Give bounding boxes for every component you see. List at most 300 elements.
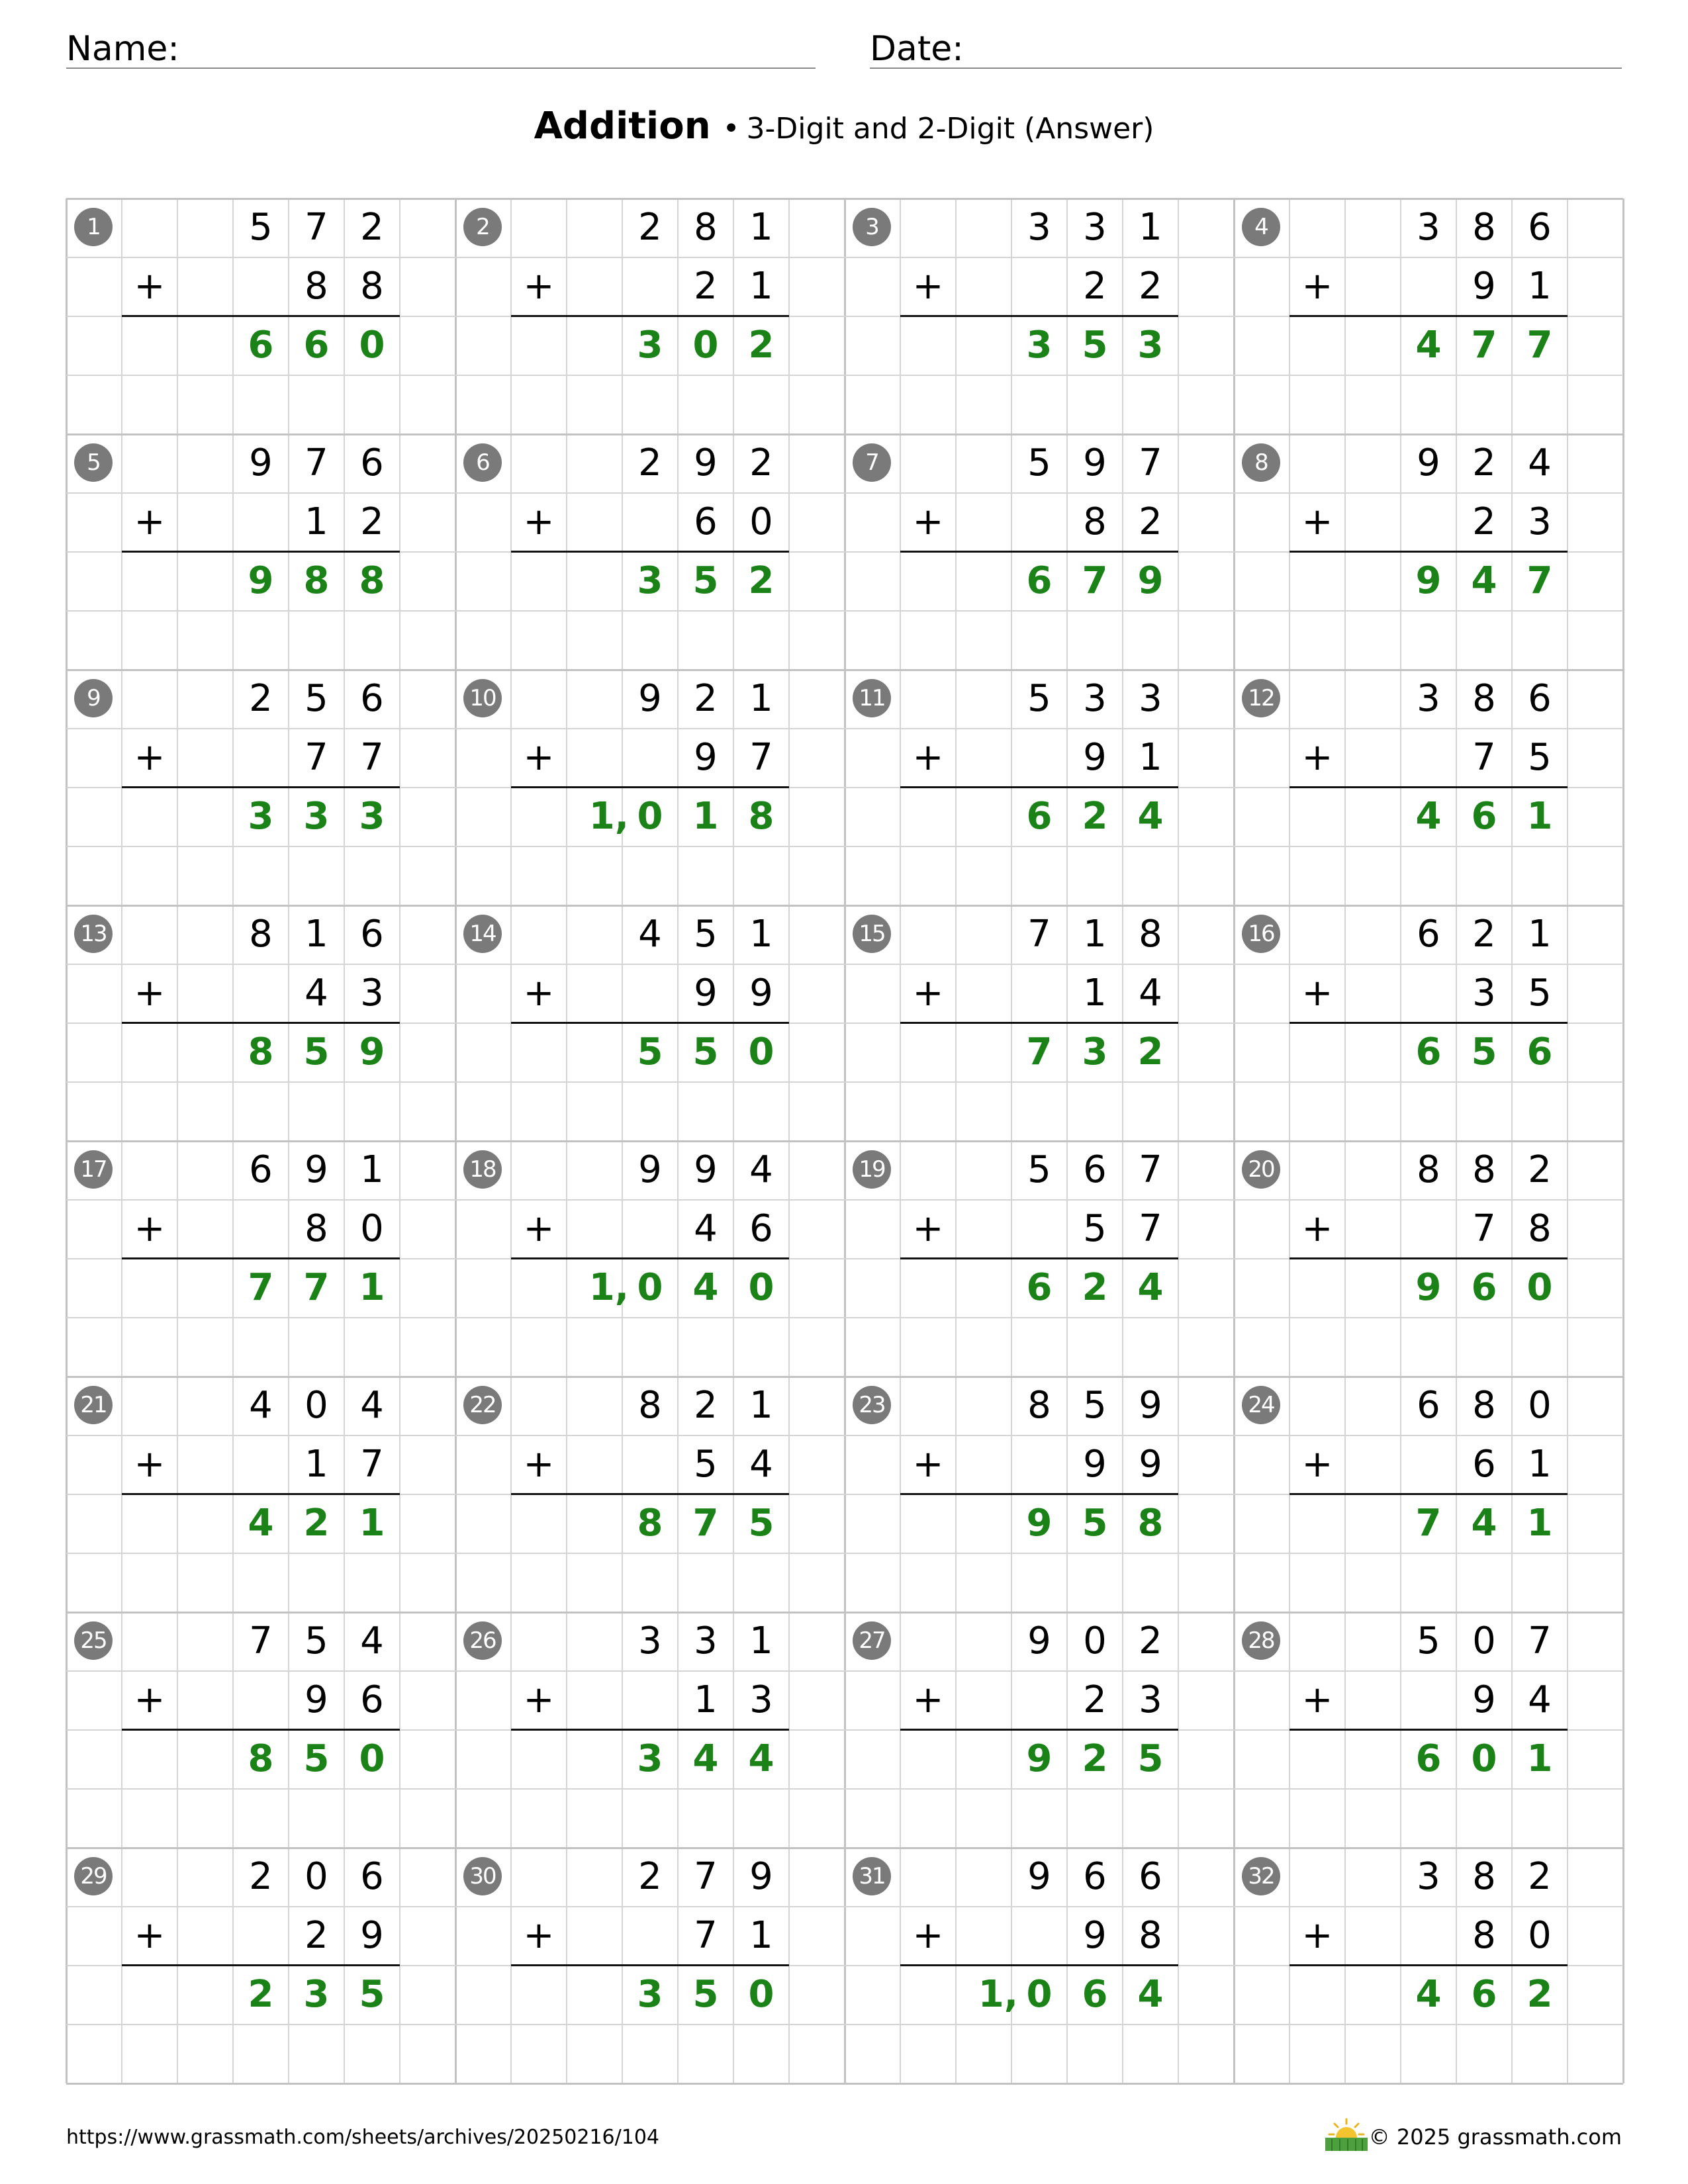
plus-sign: + bbox=[912, 736, 944, 779]
addend-digit: 3 bbox=[1528, 500, 1552, 543]
addend-digit: 9 bbox=[638, 677, 662, 720]
addend-digit: 5 bbox=[305, 1619, 328, 1662]
addend-digit: 8 bbox=[1083, 500, 1107, 543]
answer-digit[interactable]: 5 bbox=[692, 559, 719, 602]
addend-digit: 2 bbox=[694, 265, 718, 308]
plus-sign: + bbox=[912, 972, 944, 1015]
problem-number-badge: 14 bbox=[463, 915, 502, 953]
answer-digit[interactable]: 0 bbox=[359, 1737, 385, 1780]
addend-digit: 1 bbox=[749, 265, 773, 308]
plus-sign: + bbox=[523, 500, 555, 543]
addend-digit: 3 bbox=[360, 972, 384, 1015]
addend-digit: 6 bbox=[360, 1678, 384, 1721]
grid-line-horizontal bbox=[66, 1906, 1623, 1907]
answer-digit[interactable]: 2 bbox=[1082, 1737, 1108, 1780]
answer-digit[interactable]: 4 bbox=[1471, 1502, 1497, 1545]
sum-line bbox=[511, 1022, 789, 1024]
grid-line-horizontal bbox=[66, 1670, 1623, 1672]
answer-digit[interactable]: 1, bbox=[588, 1266, 629, 1309]
grid-line-horizontal bbox=[66, 610, 1623, 612]
addend-digit: 9 bbox=[694, 441, 718, 484]
sum-line bbox=[900, 1964, 1178, 1966]
plus-sign: + bbox=[912, 1207, 944, 1250]
answer-digit[interactable]: 3 bbox=[303, 1973, 330, 2016]
answer-digit[interactable]: 4 bbox=[1137, 1973, 1164, 2016]
answer-digit[interactable]: 3 bbox=[1082, 1030, 1108, 1073]
addend-digit: 2 bbox=[1472, 500, 1496, 543]
answer-digit[interactable]: 7 bbox=[1082, 559, 1108, 602]
addend-digit: 3 bbox=[1417, 206, 1440, 249]
addend-digit: 9 bbox=[1083, 736, 1107, 779]
grid-line-horizontal bbox=[66, 375, 1623, 376]
problem-number-badge: 11 bbox=[853, 679, 891, 717]
sum-line bbox=[122, 315, 400, 317]
answer-digit[interactable]: 5 bbox=[692, 1973, 719, 2016]
addend-digit: 5 bbox=[1528, 972, 1552, 1015]
answer-digit[interactable]: 1 bbox=[359, 1502, 385, 1545]
plus-sign: + bbox=[912, 500, 944, 543]
addend-digit: 1 bbox=[749, 1619, 773, 1662]
answer-digit[interactable]: 4 bbox=[1137, 1266, 1164, 1309]
addend-digit: 0 bbox=[1528, 1384, 1552, 1427]
answer-digit[interactable]: 5 bbox=[748, 1502, 774, 1545]
answer-digit[interactable]: 6 bbox=[1026, 559, 1053, 602]
addend-digit: 8 bbox=[360, 265, 384, 308]
answer-digit[interactable]: 5 bbox=[1082, 324, 1108, 367]
addend-digit: 1 bbox=[749, 913, 773, 956]
addend-digit: 3 bbox=[1083, 206, 1107, 249]
addend-digit: 4 bbox=[1528, 441, 1552, 484]
addend-digit: 9 bbox=[694, 972, 718, 1015]
answer-digit[interactable]: 2 bbox=[248, 1973, 274, 2016]
answer-digit[interactable]: 5 bbox=[303, 1030, 330, 1073]
plus-sign: + bbox=[523, 1678, 555, 1721]
addend-digit: 8 bbox=[1472, 1914, 1496, 1957]
addend-digit: 4 bbox=[749, 1443, 773, 1486]
sum-line bbox=[511, 315, 789, 317]
answer-digit[interactable]: 3 bbox=[637, 559, 663, 602]
answer-digit[interactable]: 6 bbox=[1471, 1973, 1497, 2016]
answer-digit[interactable]: 1 bbox=[1526, 1502, 1553, 1545]
addend-digit: 4 bbox=[305, 972, 328, 1015]
addend-digit: 1 bbox=[305, 913, 328, 956]
grid-line-horizontal bbox=[66, 492, 1623, 494]
addend-digit: 1 bbox=[305, 500, 328, 543]
answer-digit[interactable]: 5 bbox=[359, 1973, 385, 2016]
grid-line-horizontal bbox=[66, 964, 1623, 965]
grid-line-horizontal bbox=[66, 2083, 1623, 2085]
problem-number-badge: 17 bbox=[74, 1150, 113, 1189]
addend-digit: 7 bbox=[1139, 441, 1162, 484]
addend-digit: 9 bbox=[305, 1678, 328, 1721]
sum-line bbox=[511, 1964, 789, 1966]
answer-digit[interactable]: 4 bbox=[248, 1502, 274, 1545]
addend-digit: 2 bbox=[1528, 1855, 1552, 1898]
plus-sign: + bbox=[1301, 1678, 1333, 1721]
grid-line-horizontal bbox=[66, 1788, 1623, 1790]
addend-digit: 6 bbox=[1472, 1443, 1496, 1486]
sum-line bbox=[511, 1729, 789, 1731]
addend-digit: 6 bbox=[1083, 1148, 1107, 1191]
problem-number-badge: 2 bbox=[463, 208, 502, 246]
addend-digit: 8 bbox=[305, 265, 328, 308]
answer-digit[interactable]: 6 bbox=[1082, 1973, 1108, 2016]
problem-number-badge: 23 bbox=[853, 1386, 891, 1424]
answer-digit[interactable]: 7 bbox=[248, 1266, 274, 1309]
addend-digit: 9 bbox=[1417, 441, 1440, 484]
sum-line bbox=[900, 315, 1178, 317]
addend-digit: 9 bbox=[1083, 1443, 1107, 1486]
answer-digit[interactable]: 3 bbox=[637, 324, 663, 367]
date-label: Date: bbox=[870, 29, 964, 69]
answer-digit[interactable]: 5 bbox=[1082, 1502, 1108, 1545]
plus-sign: + bbox=[134, 1443, 165, 1486]
answer-digit[interactable]: 9 bbox=[359, 1030, 385, 1073]
answer-digit[interactable]: 9 bbox=[248, 559, 274, 602]
addend-digit: 3 bbox=[1417, 677, 1440, 720]
plus-sign: + bbox=[523, 265, 555, 308]
sum-line bbox=[122, 786, 400, 788]
plus-sign: + bbox=[134, 500, 165, 543]
answer-digit[interactable]: 6 bbox=[1026, 1266, 1053, 1309]
sum-line bbox=[1289, 1022, 1568, 1024]
answer-digit[interactable]: 3 bbox=[359, 795, 385, 838]
answer-digit[interactable]: 0 bbox=[637, 1266, 663, 1309]
sum-line bbox=[900, 1493, 1178, 1495]
addend-digit: 7 bbox=[694, 1914, 718, 1957]
answer-digit[interactable]: 0 bbox=[748, 1973, 774, 2016]
addend-digit: 6 bbox=[1417, 913, 1440, 956]
sum-line bbox=[900, 1022, 1178, 1024]
answer-digit[interactable]: 7 bbox=[1526, 559, 1553, 602]
answer-digit[interactable]: 1, bbox=[978, 1973, 1018, 2016]
answer-digit[interactable]: 0 bbox=[637, 795, 663, 838]
addend-digit: 5 bbox=[694, 1443, 718, 1486]
grid-line-horizontal bbox=[66, 257, 1623, 258]
name-label: Name: bbox=[66, 29, 179, 69]
answer-digit[interactable]: 7 bbox=[303, 1266, 330, 1309]
addend-digit: 8 bbox=[249, 913, 273, 956]
addend-digit: 6 bbox=[360, 677, 384, 720]
answer-digit[interactable]: 1, bbox=[588, 795, 629, 838]
addend-digit: 8 bbox=[638, 1384, 662, 1427]
addend-digit: 4 bbox=[360, 1384, 384, 1427]
addend-digit: 6 bbox=[1139, 1855, 1162, 1898]
answer-digit[interactable]: 1 bbox=[1526, 1737, 1553, 1780]
addend-digit: 6 bbox=[749, 1207, 773, 1250]
answer-digit[interactable]: 2 bbox=[1082, 795, 1108, 838]
answer-digit[interactable]: 4 bbox=[1471, 559, 1497, 602]
addend-digit: 6 bbox=[1083, 1855, 1107, 1898]
answer-digit[interactable]: 6 bbox=[1526, 1030, 1553, 1073]
plus-sign: + bbox=[523, 972, 555, 1015]
answer-digit[interactable]: 6 bbox=[1415, 1030, 1442, 1073]
problem-number-badge: 15 bbox=[853, 915, 891, 953]
plus-sign: + bbox=[523, 1207, 555, 1250]
answer-digit[interactable]: 2 bbox=[748, 559, 774, 602]
problem-number-badge: 24 bbox=[1242, 1386, 1280, 1424]
answer-digit[interactable]: 9 bbox=[1415, 559, 1442, 602]
addend-digit: 3 bbox=[1417, 1855, 1440, 1898]
addend-digit: 4 bbox=[249, 1384, 273, 1427]
answer-digit[interactable]: 0 bbox=[1026, 1973, 1053, 2016]
addend-digit: 9 bbox=[1083, 1914, 1107, 1957]
addend-digit: 5 bbox=[1027, 441, 1051, 484]
problem-number-badge: 13 bbox=[74, 915, 113, 953]
answer-digit[interactable]: 5 bbox=[1137, 1737, 1164, 1780]
addend-digit: 2 bbox=[1139, 1619, 1162, 1662]
sum-line bbox=[1289, 1964, 1568, 1966]
addend-digit: 0 bbox=[749, 500, 773, 543]
problem-number-badge: 21 bbox=[74, 1386, 113, 1424]
sum-line bbox=[122, 1964, 400, 1966]
problem-number-badge: 6 bbox=[463, 443, 502, 482]
plus-sign: + bbox=[1301, 1207, 1333, 1250]
sum-line bbox=[511, 1493, 789, 1495]
addend-digit: 7 bbox=[305, 206, 328, 249]
addend-digit: 6 bbox=[360, 441, 384, 484]
answer-digit[interactable]: 8 bbox=[748, 795, 774, 838]
addend-digit: 1 bbox=[1528, 1443, 1552, 1486]
problem-number-badge: 20 bbox=[1242, 1150, 1280, 1189]
addend-digit: 3 bbox=[694, 1619, 718, 1662]
addend-digit: 0 bbox=[360, 1207, 384, 1250]
sum-line bbox=[900, 1729, 1178, 1731]
answer-digit[interactable]: 0 bbox=[692, 324, 719, 367]
answer-digit[interactable]: 6 bbox=[1471, 795, 1497, 838]
addend-digit: 6 bbox=[1528, 206, 1552, 249]
answer-digit[interactable]: 6 bbox=[1471, 1266, 1497, 1309]
sum-line bbox=[900, 551, 1178, 553]
answer-digit[interactable]: 1 bbox=[692, 795, 719, 838]
answer-digit[interactable]: 9 bbox=[1026, 1737, 1053, 1780]
addend-digit: 5 bbox=[305, 677, 328, 720]
plus-sign: + bbox=[134, 265, 165, 308]
problem-number-badge: 25 bbox=[74, 1621, 113, 1660]
addend-digit: 2 bbox=[1083, 1678, 1107, 1721]
addend-digit: 0 bbox=[1472, 1619, 1496, 1662]
answer-digit[interactable]: 0 bbox=[748, 1030, 774, 1073]
answer-digit[interactable]: 7 bbox=[1026, 1030, 1053, 1073]
answer-digit[interactable]: 8 bbox=[1137, 1502, 1164, 1545]
answer-digit[interactable]: 5 bbox=[637, 1030, 663, 1073]
addend-digit: 2 bbox=[360, 500, 384, 543]
sum-line bbox=[122, 1729, 400, 1731]
addend-digit: 5 bbox=[1083, 1384, 1107, 1427]
addend-digit: 1 bbox=[1083, 972, 1107, 1015]
addend-digit: 3 bbox=[1139, 1678, 1162, 1721]
answer-digit[interactable]: 3 bbox=[637, 1973, 663, 2016]
problem-number-badge: 16 bbox=[1242, 915, 1280, 953]
addend-digit: 1 bbox=[1528, 913, 1552, 956]
answer-digit[interactable]: 8 bbox=[248, 1737, 274, 1780]
addend-digit: 2 bbox=[1139, 500, 1162, 543]
sum-line bbox=[900, 786, 1178, 788]
addend-digit: 2 bbox=[694, 1384, 718, 1427]
footer-url[interactable]: https://www.grassmath.com/sheets/archives/20250216/104 bbox=[66, 2126, 660, 2149]
answer-digit[interactable]: 4 bbox=[692, 1737, 719, 1780]
addend-digit: 2 bbox=[1139, 265, 1162, 308]
answer-digit[interactable]: 5 bbox=[692, 1030, 719, 1073]
addend-digit: 9 bbox=[1472, 1678, 1496, 1721]
answer-digit[interactable]: 3 bbox=[248, 795, 274, 838]
addend-digit: 8 bbox=[1472, 206, 1496, 249]
grid-line-horizontal bbox=[66, 1553, 1623, 1554]
problem-number-badge: 18 bbox=[463, 1150, 502, 1189]
addend-digit: 7 bbox=[1472, 736, 1496, 779]
addend-digit: 9 bbox=[694, 1148, 718, 1191]
addend-digit: 9 bbox=[749, 1855, 773, 1898]
answer-digit[interactable]: 2 bbox=[1082, 1266, 1108, 1309]
grid-line-horizontal bbox=[66, 1081, 1623, 1083]
addend-digit: 3 bbox=[749, 1678, 773, 1721]
plus-sign: + bbox=[523, 1914, 555, 1957]
answer-digit[interactable]: 3 bbox=[1026, 324, 1053, 367]
answer-digit[interactable]: 1 bbox=[359, 1266, 385, 1309]
addend-digit: 1 bbox=[749, 677, 773, 720]
answer-digit[interactable]: 4 bbox=[1137, 795, 1164, 838]
answer-digit[interactable]: 4 bbox=[1415, 1973, 1442, 2016]
plus-sign: + bbox=[523, 1443, 555, 1486]
addend-digit: 3 bbox=[1139, 677, 1162, 720]
addend-digit: 9 bbox=[305, 1148, 328, 1191]
answer-digit[interactable]: 8 bbox=[248, 1030, 274, 1073]
problem-number-badge: 30 bbox=[463, 1857, 502, 1895]
problem-number-badge: 4 bbox=[1242, 208, 1280, 246]
answer-digit[interactable]: 6 bbox=[1026, 795, 1053, 838]
answer-digit[interactable]: 6 bbox=[248, 324, 274, 367]
answer-digit[interactable]: 5 bbox=[1471, 1030, 1497, 1073]
addend-digit: 8 bbox=[1139, 1914, 1162, 1957]
answer-digit[interactable]: 7 bbox=[1471, 324, 1497, 367]
plus-sign: + bbox=[134, 1207, 165, 1250]
answer-digit[interactable]: 2 bbox=[303, 1502, 330, 1545]
answer-digit[interactable]: 0 bbox=[1526, 1266, 1553, 1309]
plus-sign: + bbox=[1301, 972, 1333, 1015]
sun-over-grass-icon bbox=[1321, 2118, 1372, 2152]
addend-digit: 7 bbox=[1139, 1148, 1162, 1191]
addend-digit: 3 bbox=[1027, 206, 1051, 249]
addend-digit: 4 bbox=[1528, 1678, 1552, 1721]
addend-digit: 1 bbox=[305, 1443, 328, 1486]
addend-digit: 3 bbox=[1472, 972, 1496, 1015]
addend-digit: 4 bbox=[749, 1148, 773, 1191]
answer-digit[interactable]: 2 bbox=[1137, 1030, 1164, 1073]
sum-line bbox=[1289, 551, 1568, 553]
addend-digit: 2 bbox=[249, 677, 273, 720]
answer-digit[interactable]: 2 bbox=[748, 324, 774, 367]
problem-number-badge: 5 bbox=[74, 443, 113, 482]
sum-line bbox=[900, 1257, 1178, 1259]
sum-line bbox=[511, 1257, 789, 1259]
answer-digit[interactable]: 4 bbox=[692, 1266, 719, 1309]
addend-digit: 7 bbox=[360, 1443, 384, 1486]
answer-digit[interactable]: 7 bbox=[692, 1502, 719, 1545]
addend-digit: 2 bbox=[360, 206, 384, 249]
addend-digit: 6 bbox=[249, 1148, 273, 1191]
title-main: Addition bbox=[534, 105, 711, 148]
addend-digit: 8 bbox=[1472, 1855, 1496, 1898]
sum-line bbox=[1289, 1729, 1568, 1731]
grid-line-horizontal bbox=[66, 1317, 1623, 1318]
addend-digit: 4 bbox=[638, 913, 662, 956]
addend-digit: 9 bbox=[1139, 1384, 1162, 1427]
addend-digit: 0 bbox=[1528, 1914, 1552, 1957]
answer-digit[interactable]: 3 bbox=[637, 1737, 663, 1780]
answer-digit[interactable]: 0 bbox=[1471, 1737, 1497, 1780]
addend-digit: 1 bbox=[749, 1384, 773, 1427]
answer-digit[interactable]: 8 bbox=[303, 559, 330, 602]
answer-digit[interactable]: 0 bbox=[359, 324, 385, 367]
answer-digit[interactable]: 0 bbox=[748, 1266, 774, 1309]
answer-digit[interactable]: 5 bbox=[303, 1737, 330, 1780]
addend-digit: 7 bbox=[1472, 1207, 1496, 1250]
answer-digit[interactable]: 9 bbox=[1137, 559, 1164, 602]
addend-digit: 2 bbox=[638, 206, 662, 249]
answer-digit[interactable]: 7 bbox=[1415, 1502, 1442, 1545]
addend-digit: 8 bbox=[1139, 913, 1162, 956]
answer-digit[interactable]: 1 bbox=[1526, 795, 1553, 838]
problem-number-badge: 8 bbox=[1242, 443, 1280, 482]
answer-digit[interactable]: 2 bbox=[1526, 1973, 1553, 2016]
addend-digit: 4 bbox=[694, 1207, 718, 1250]
answer-digit[interactable]: 6 bbox=[303, 324, 330, 367]
plus-sign: + bbox=[523, 736, 555, 779]
addend-digit: 4 bbox=[1139, 972, 1162, 1015]
sum-line bbox=[1289, 786, 1568, 788]
plus-sign: + bbox=[1301, 265, 1333, 308]
answer-digit[interactable]: 9 bbox=[1415, 1266, 1442, 1309]
answer-digit[interactable]: 3 bbox=[303, 795, 330, 838]
plus-sign: + bbox=[1301, 1443, 1333, 1486]
answer-digit[interactable]: 6 bbox=[1415, 1737, 1442, 1780]
answer-digit[interactable]: 9 bbox=[1026, 1502, 1053, 1545]
addend-digit: 7 bbox=[1528, 1619, 1552, 1662]
plus-sign: + bbox=[912, 1678, 944, 1721]
answer-digit[interactable]: 8 bbox=[637, 1502, 663, 1545]
addend-digit: 9 bbox=[360, 1914, 384, 1957]
addend-digit: 0 bbox=[1083, 1619, 1107, 1662]
addend-digit: 1 bbox=[1083, 913, 1107, 956]
addend-digit: 5 bbox=[249, 206, 273, 249]
answer-digit[interactable]: 7 bbox=[1526, 324, 1553, 367]
addend-digit: 9 bbox=[1027, 1855, 1051, 1898]
answer-digit[interactable]: 4 bbox=[748, 1737, 774, 1780]
problem-number-badge: 26 bbox=[463, 1621, 502, 1660]
addend-digit: 9 bbox=[1083, 441, 1107, 484]
addend-digit: 2 bbox=[305, 1914, 328, 1957]
answer-digit[interactable]: 8 bbox=[359, 559, 385, 602]
addend-digit: 7 bbox=[1027, 913, 1051, 956]
addend-digit: 1 bbox=[360, 1148, 384, 1191]
plus-sign: + bbox=[912, 1443, 944, 1486]
answer-digit[interactable]: 4 bbox=[1415, 324, 1442, 367]
addend-digit: 9 bbox=[1027, 1619, 1051, 1662]
problem-number-badge: 3 bbox=[853, 208, 891, 246]
addend-digit: 8 bbox=[1472, 1148, 1496, 1191]
addend-digit: 7 bbox=[249, 1619, 273, 1662]
addend-digit: 6 bbox=[1417, 1384, 1440, 1427]
answer-digit[interactable]: 3 bbox=[1137, 324, 1164, 367]
addend-digit: 0 bbox=[305, 1384, 328, 1427]
plus-sign: + bbox=[134, 736, 165, 779]
problem-number-badge: 22 bbox=[463, 1386, 502, 1424]
addend-digit: 7 bbox=[1139, 1207, 1162, 1250]
answer-digit[interactable]: 4 bbox=[1415, 795, 1442, 838]
addend-digit: 8 bbox=[1472, 677, 1496, 720]
problem-number-badge: 19 bbox=[853, 1150, 891, 1189]
addend-digit: 9 bbox=[1472, 265, 1496, 308]
